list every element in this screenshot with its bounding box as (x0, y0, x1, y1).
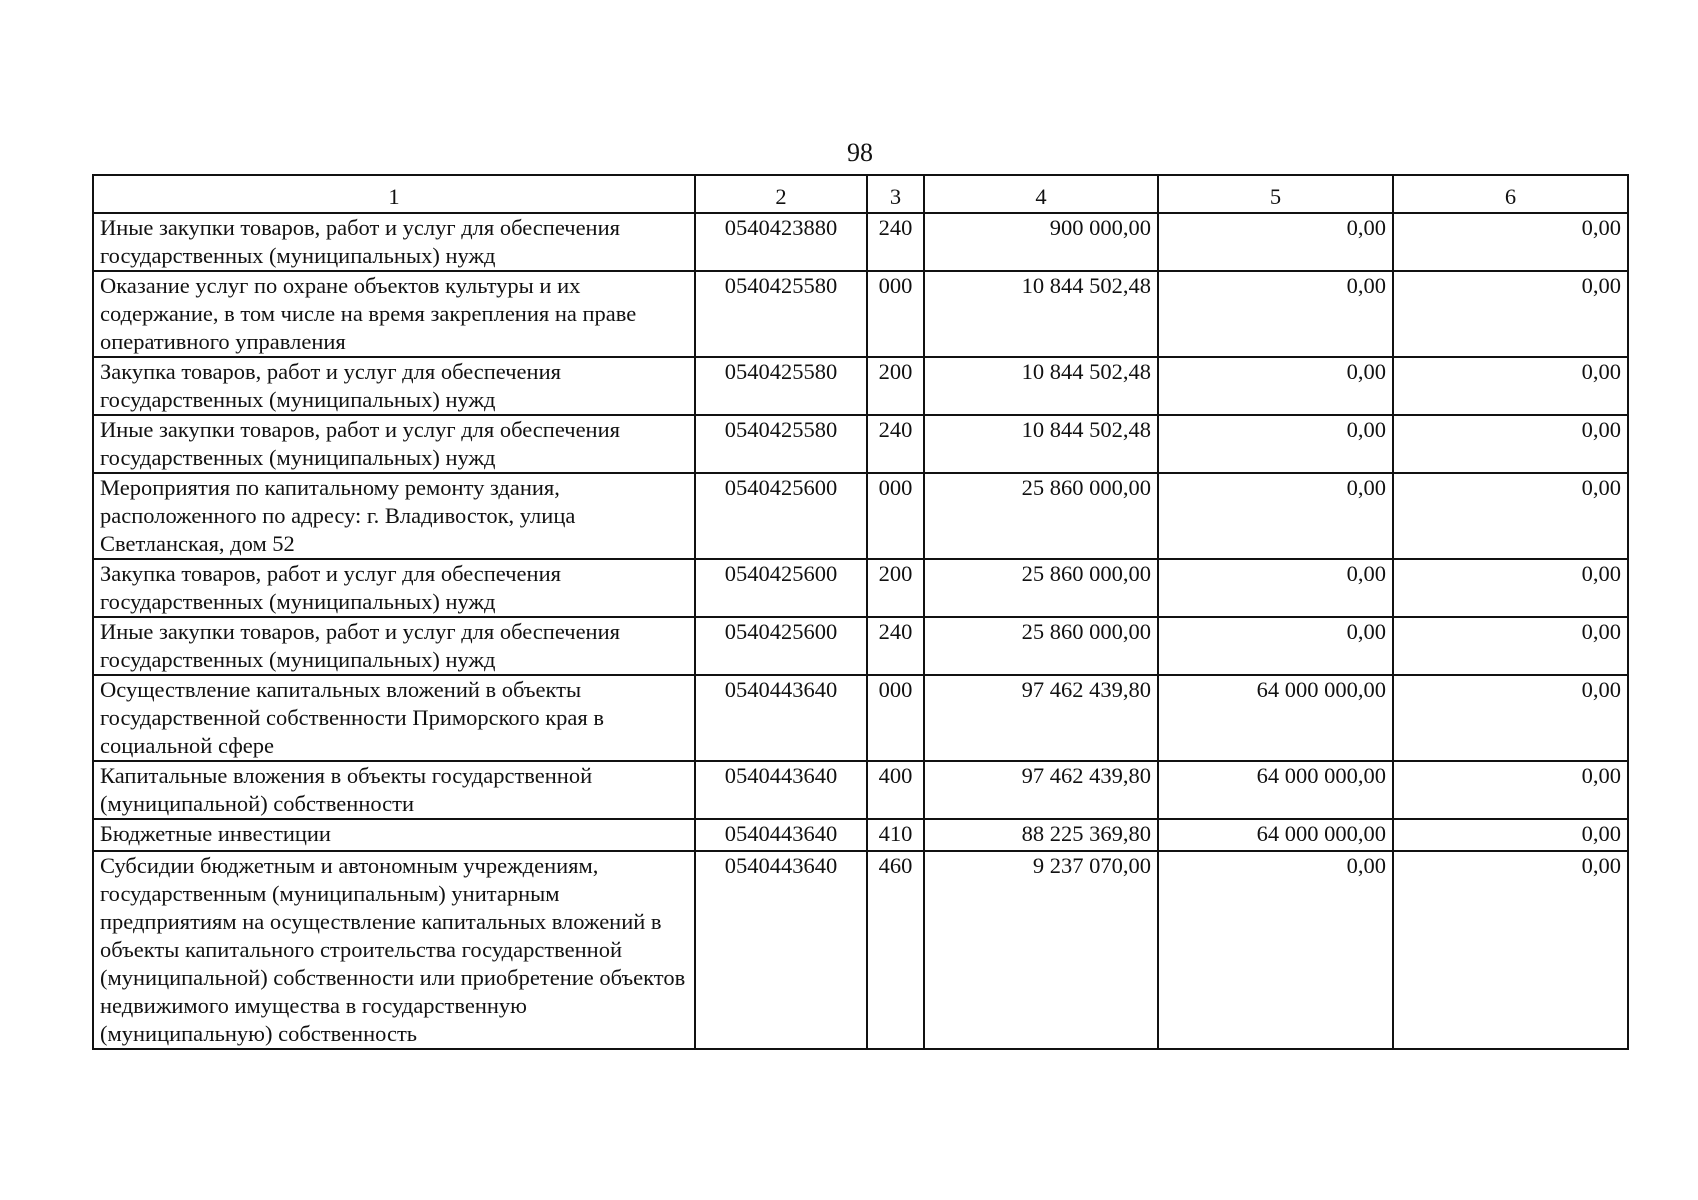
row-amount-col6: 0,00 (1393, 819, 1628, 851)
row-expense-type: 000 (867, 675, 924, 761)
table-row (93, 415, 1628, 473)
row-target-code: 0540443640 (695, 761, 867, 819)
page-number: 98 (847, 138, 873, 167)
row-description: Закупка товаров, работ и услуг для обеспечения государственных (муниципальных) нужд (93, 357, 695, 415)
row-expense-type: 410 (867, 819, 924, 851)
row-target-code: 0540425600 (695, 473, 867, 559)
budget-table (92, 174, 1629, 1050)
row-expense-type: 200 (867, 559, 924, 617)
row-amount-col6: 0,00 (1393, 851, 1628, 1049)
row-amount-col5: 0,00 (1158, 617, 1393, 675)
row-amount-col6: 0,00 (1393, 675, 1628, 761)
row-target-code: 0540425580 (695, 357, 867, 415)
row-target-code: 0540423880 (695, 213, 867, 271)
row-amount-col6: 0,00 (1393, 473, 1628, 559)
row-description: Капитальные вложения в объекты государственной (муниципальной) собственности (93, 761, 695, 819)
row-amount-col4: 900 000,00 (924, 213, 1158, 271)
row-amount-col5: 0,00 (1158, 271, 1393, 357)
row-amount-col5: 64 000 000,00 (1158, 819, 1393, 851)
row-amount-col6: 0,00 (1393, 617, 1628, 675)
column-header-4: 4 (924, 175, 1158, 213)
row-amount-col5: 0,00 (1158, 559, 1393, 617)
row-expense-type: 460 (867, 851, 924, 1049)
row-amount-col4: 25 860 000,00 (924, 617, 1158, 675)
row-description: Иные закупки товаров, работ и услуг для обеспечения государственных (муниципальных) нужд (93, 213, 695, 271)
table-row (93, 357, 1628, 415)
column-header-1: 1 (93, 175, 695, 213)
row-description: Мероприятия по капитальному ремонту здания, расположенного по адресу: г. Владивосток, улица Светланская, дом 52 (93, 473, 695, 559)
row-expense-type: 240 (867, 213, 924, 271)
row-amount-col6: 0,00 (1393, 213, 1628, 271)
row-amount-col5: 64 000 000,00 (1158, 761, 1393, 819)
row-expense-type: 200 (867, 357, 924, 415)
row-target-code: 0540425580 (695, 271, 867, 357)
column-header-5: 5 (1158, 175, 1393, 213)
row-expense-type: 240 (867, 617, 924, 675)
row-description: Бюджетные инвестиции (93, 819, 695, 851)
row-description: Осуществление капитальных вложений в объекты государственной собственности Приморского края в социальной сфере (93, 675, 695, 761)
row-description: Иные закупки товаров, работ и услуг для обеспечения государственных (муниципальных) нужд (93, 617, 695, 675)
row-target-code: 0540425580 (695, 415, 867, 473)
column-header-3: 3 (867, 175, 924, 213)
row-amount-col4: 10 844 502,48 (924, 357, 1158, 415)
row-expense-type: 000 (867, 271, 924, 357)
table-row (93, 617, 1628, 675)
table-row (93, 851, 1628, 1049)
row-target-code: 0540425600 (695, 559, 867, 617)
row-amount-col6: 0,00 (1393, 271, 1628, 357)
row-amount-col4: 25 860 000,00 (924, 559, 1158, 617)
row-amount-col5: 0,00 (1158, 851, 1393, 1049)
row-expense-type: 400 (867, 761, 924, 819)
table-row (93, 271, 1628, 357)
row-amount-col6: 0,00 (1393, 761, 1628, 819)
row-amount-col5: 0,00 (1158, 213, 1393, 271)
table-row (93, 819, 1628, 851)
row-amount-col4: 9 237 070,00 (924, 851, 1158, 1049)
row-target-code: 0540443640 (695, 819, 867, 851)
row-amount-col4: 10 844 502,48 (924, 415, 1158, 473)
column-header-6: 6 (1393, 175, 1628, 213)
row-target-code: 0540443640 (695, 851, 867, 1049)
row-amount-col6: 0,00 (1393, 559, 1628, 617)
column-header-2: 2 (695, 175, 867, 213)
row-amount-col5: 0,00 (1158, 473, 1393, 559)
row-amount-col4: 97 462 439,80 (924, 761, 1158, 819)
table-row (93, 675, 1628, 761)
row-expense-type: 000 (867, 473, 924, 559)
table-row (93, 761, 1628, 819)
row-amount-col5: 0,00 (1158, 357, 1393, 415)
row-expense-type: 240 (867, 415, 924, 473)
row-amount-col5: 64 000 000,00 (1158, 675, 1393, 761)
row-description: Оказание услуг по охране объектов культуры и их содержание, в том числе на время закрепления на праве оперативного управления (93, 271, 695, 357)
row-amount-col6: 0,00 (1393, 415, 1628, 473)
row-amount-col5: 0,00 (1158, 415, 1393, 473)
row-description: Субсидии бюджетным и автономным учреждениям, государственным (муниципальным) унитарным предприятиям на осуществление капитальных вложений в объекты капитального строительства государственной (муниципальной) собственности или приобретение объектов недвижимого имущества в государственную (муниципальную) собственность (93, 851, 695, 1049)
row-target-code: 0540425600 (695, 617, 867, 675)
row-amount-col6: 0,00 (1393, 357, 1628, 415)
table-header-row (93, 175, 1628, 213)
row-description: Иные закупки товаров, работ и услуг для обеспечения государственных (муниципальных) нужд (93, 415, 695, 473)
row-amount-col4: 25 860 000,00 (924, 473, 1158, 559)
row-target-code: 0540443640 (695, 675, 867, 761)
table-row (93, 473, 1628, 559)
row-amount-col4: 10 844 502,48 (924, 271, 1158, 357)
row-amount-col4: 88 225 369,80 (924, 819, 1158, 851)
table-row (93, 213, 1628, 271)
table-row (93, 559, 1628, 617)
row-amount-col4: 97 462 439,80 (924, 675, 1158, 761)
row-description: Закупка товаров, работ и услуг для обеспечения государственных (муниципальных) нужд (93, 559, 695, 617)
